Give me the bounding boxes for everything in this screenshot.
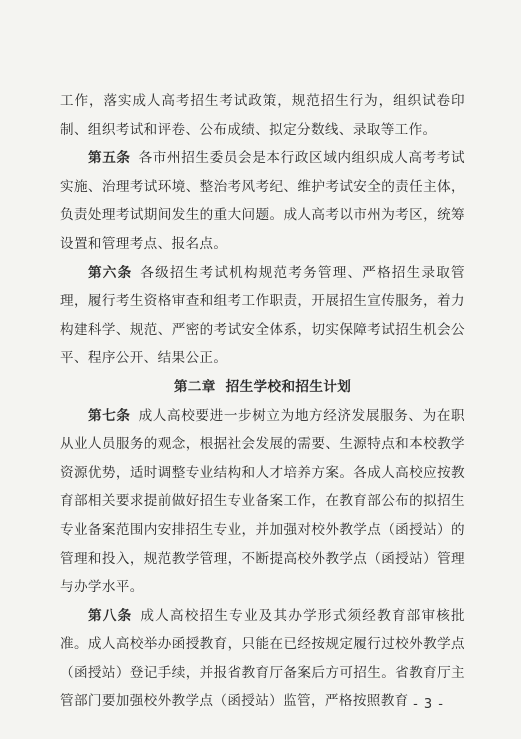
article-6-text: 各级招生考试机构规范考务管理、严格招生录取管理，履行考生资格审查和组考工作职责，开展招生宣传服务，着力构建科学、规范、严密的考试安全体系，切实保障考试招生机会公平、程序公开、结果公正。: [60, 264, 465, 367]
article-6-label: 第六条: [88, 264, 133, 281]
article-8-paragraph: [60, 602, 465, 716]
chapter-label: 第二章: [173, 378, 216, 395]
page-number: - 3 -: [413, 697, 444, 712]
article-7-label: 第七条: [88, 407, 131, 424]
chapter-heading: [60, 373, 465, 402]
article-6-paragraph: [60, 259, 465, 373]
article-8-text: 成人高校招生专业及其办学形式须经教育部审核批准。成人高校举办函授教育，只能在已经按规定履行过校外教学点（函授站）登记手续，并报省教育厅备案后方可招生。省教育厅主管部门要加强校外教学点（函授站）监管，严格按照教育: [60, 607, 465, 710]
article-5-text: 各市州招生委员会是本行政区域内组织成人高考考试实施、治理考试环境、整治考风考纪、维护考试安全的责任主体，负责处理考试期间发生的重大问题。成人高考以市州为考区，统筹设置和管理考点、报名点。: [60, 150, 465, 252]
article-5-paragraph: [60, 144, 465, 258]
article-5-label: 第五条: [88, 150, 131, 167]
chapter-title: 招生学校和招生计划: [225, 378, 352, 395]
article-8-label: 第八条: [88, 607, 133, 624]
document-body: [60, 87, 465, 716]
article-7-text: 成人高校要进一步树立为地方经济发展服务、为在职从业人员服务的观念，根据社会发展的需要、生源特点和本校教学资源优势，适时调整专业结构和人才培养方案。各成人高校应按教育部相关要求提前做好招生专业备案工作，在教育部公布的拟招生专业备案范围内安排招生专业，并加强对校外教学点（函授站）的管理和投入，规范教学管理，不断提高校外教学点（函授站）管理与办学水平。: [60, 407, 465, 596]
continuation-paragraph: 工作，落实成人高考招生考试政策，规范招生行为，组织试卷印制、组织考试和评卷、公布成绩、拟定分数线、录取等工作。: [60, 93, 465, 138]
article-7-paragraph: [60, 402, 465, 602]
